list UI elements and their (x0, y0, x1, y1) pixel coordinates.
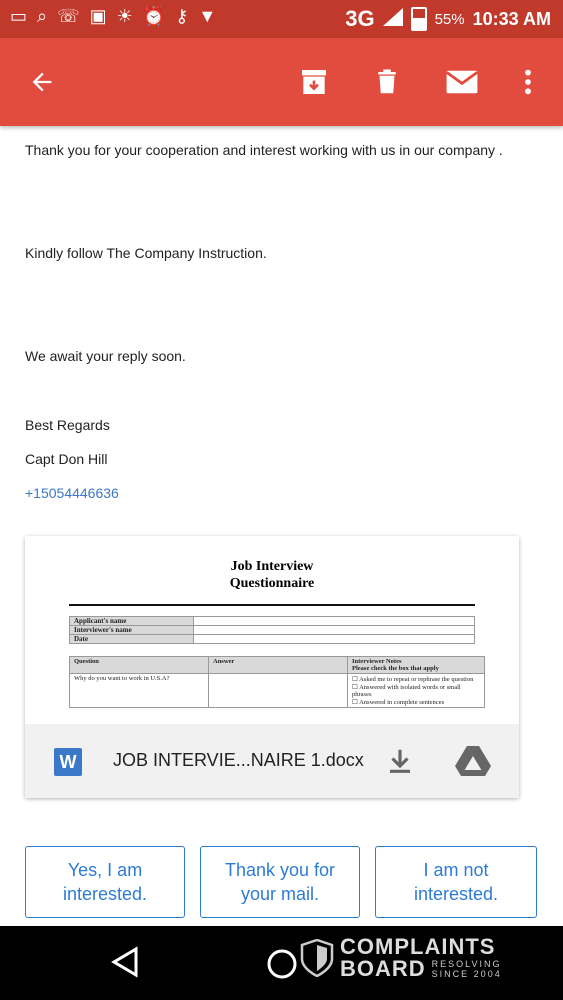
viber-icon: ☏ (57, 6, 80, 26)
alarm-icon: ⏰ (142, 6, 166, 26)
email-text-line: We await your reply soon. (25, 348, 186, 364)
download-icon[interactable] (385, 746, 415, 776)
nav-home-icon[interactable] (266, 948, 298, 985)
smart-reply-thanks-button[interactable]: Thank you for your mail. (200, 846, 360, 918)
signal-icon (383, 8, 403, 31)
doc-questions-table: Question Answer Interviewer Notes Please check the box that apply Why do you want to work in U.S.A? ☐ Asked me to repeat or rephrase the question ☐ Answered with isolated words or small phrases ☐ Answered in complete sentences (69, 656, 485, 708)
shield-logo-icon (300, 939, 334, 977)
doc-title: Job Interview Questionnaire (229, 559, 315, 591)
message-icon: ▭ (10, 6, 28, 26)
broom-icon: ⌕ (37, 6, 48, 26)
attachment-card[interactable] (25, 536, 519, 798)
network-type: 3G (345, 6, 375, 31)
status-bar (0, 0, 563, 38)
clock: 10:33 AM (472, 8, 551, 29)
smart-reply-yes-button[interactable]: Yes, I am interested. (25, 846, 185, 918)
system-nav-bar (0, 926, 563, 1000)
attachment-filename[interactable]: JOB INTERVIE...NAIRE 1.docx (113, 750, 364, 770)
attachment-file-bar[interactable] (25, 724, 519, 798)
mail-icon[interactable] (440, 60, 484, 104)
wifi-icon: ▼ (198, 6, 217, 26)
doc-divider (69, 604, 475, 606)
doc-fields-table: Applicant's name Interviewer's name Date (69, 616, 475, 644)
back-arrow-icon[interactable] (20, 60, 64, 104)
phone-link[interactable]: +15054446636 (25, 485, 119, 501)
status-indicators (345, 6, 551, 32)
more-vert-icon[interactable] (506, 60, 550, 104)
email-text-line: Kindly follow The Company Instruction. (25, 245, 267, 261)
trash-icon[interactable] (365, 60, 409, 104)
save-to-drive-icon[interactable] (455, 746, 491, 776)
battery-icon (411, 7, 427, 31)
document-preview[interactable] (25, 536, 519, 724)
image-icon: ▣ (89, 6, 107, 26)
email-closing: Best Regards (25, 417, 110, 433)
smart-reply-no-button[interactable]: I am not interested. (375, 846, 537, 918)
key-icon: ⚷ (175, 6, 189, 26)
email-text-line: Thank you for your cooperation and interest working with us in our company . (25, 142, 503, 158)
notification-icons (10, 6, 216, 27)
watermark: COMPLAINTS BOARD RESOLVING SINCE 2004 (300, 936, 502, 980)
archive-icon[interactable] (292, 60, 336, 104)
brightness-icon: ☀ (116, 6, 133, 26)
email-sender: Capt Don Hill (25, 451, 108, 467)
battery-percent: 55% (434, 10, 465, 28)
app-toolbar (0, 38, 563, 126)
nav-back-icon[interactable] (110, 946, 140, 983)
word-file-icon: W (54, 748, 82, 776)
